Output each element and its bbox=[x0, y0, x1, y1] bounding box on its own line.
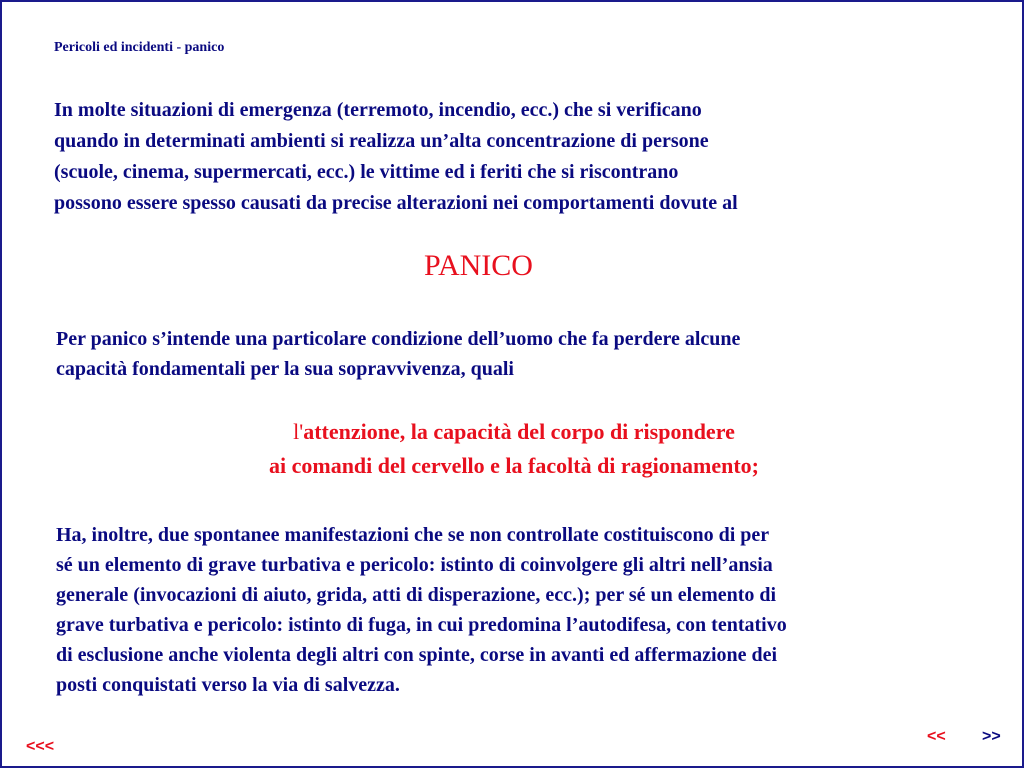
capacities-line: ai comandi del cervello e la facoltà di ragionamento; bbox=[268, 453, 760, 478]
page-header: Pericoli ed incidenti - panico bbox=[54, 40, 225, 55]
capacities-list bbox=[2, 415, 1024, 483]
manifestations-line: grave turbativa e pericolo: istinto di fuga, in cui predomina l’autodifesa, con tentativo bbox=[56, 614, 787, 636]
definition-line: Per panico s’intende una particolare condizione dell’uomo che fa perdere alcune bbox=[56, 328, 741, 350]
manifestations-line: sé un elemento di grave turbativa e pericolo: istinto di coinvolgere gli altri nell’ansia bbox=[56, 554, 773, 576]
definition-paragraph bbox=[56, 324, 986, 384]
intro-line: (scuole, cinema, supermercati, ecc.) le vittime ed i feriti che si riscontrano bbox=[54, 161, 679, 183]
intro-line: quando in determinati ambienti si realizza un’alta concentrazione di persone bbox=[54, 130, 709, 152]
panic-title: PANICO bbox=[424, 249, 533, 282]
intro-line: possono essere spesso causati da precise alterazioni nei comportamenti dovute al bbox=[54, 192, 738, 214]
definition-line: capacità fondamentali per la sua sopravvivenza, quali bbox=[56, 358, 514, 380]
intro-line: In molte situazioni di emergenza (terremoto, incendio, ecc.) che si verificano bbox=[54, 99, 702, 121]
intro-paragraph bbox=[54, 95, 984, 219]
nav-prev-link[interactable]: << bbox=[927, 728, 946, 745]
capacities-prefix: l' bbox=[293, 419, 304, 444]
manifestations-line: di esclusione anche violenta degli altri con spinte, corse in avanti ed affermazione dei bbox=[56, 644, 778, 666]
nav-first-link[interactable]: <<< bbox=[26, 738, 55, 755]
manifestations-paragraph bbox=[56, 520, 1006, 700]
manifestations-line: Ha, inoltre, due spontanee manifestazioni che se non controllate costituiscono di per bbox=[56, 524, 770, 546]
manifestations-line: posti conquistati verso la via di salvezza. bbox=[56, 674, 400, 696]
nav-next-link[interactable]: >> bbox=[982, 728, 1001, 745]
capacities-line: attenzione, la capacità del corpo di rispondere bbox=[303, 419, 735, 444]
manifestations-line: generale (invocazioni di aiuto, grida, atti di disperazione, ecc.); per sé un elemento di bbox=[56, 584, 777, 606]
